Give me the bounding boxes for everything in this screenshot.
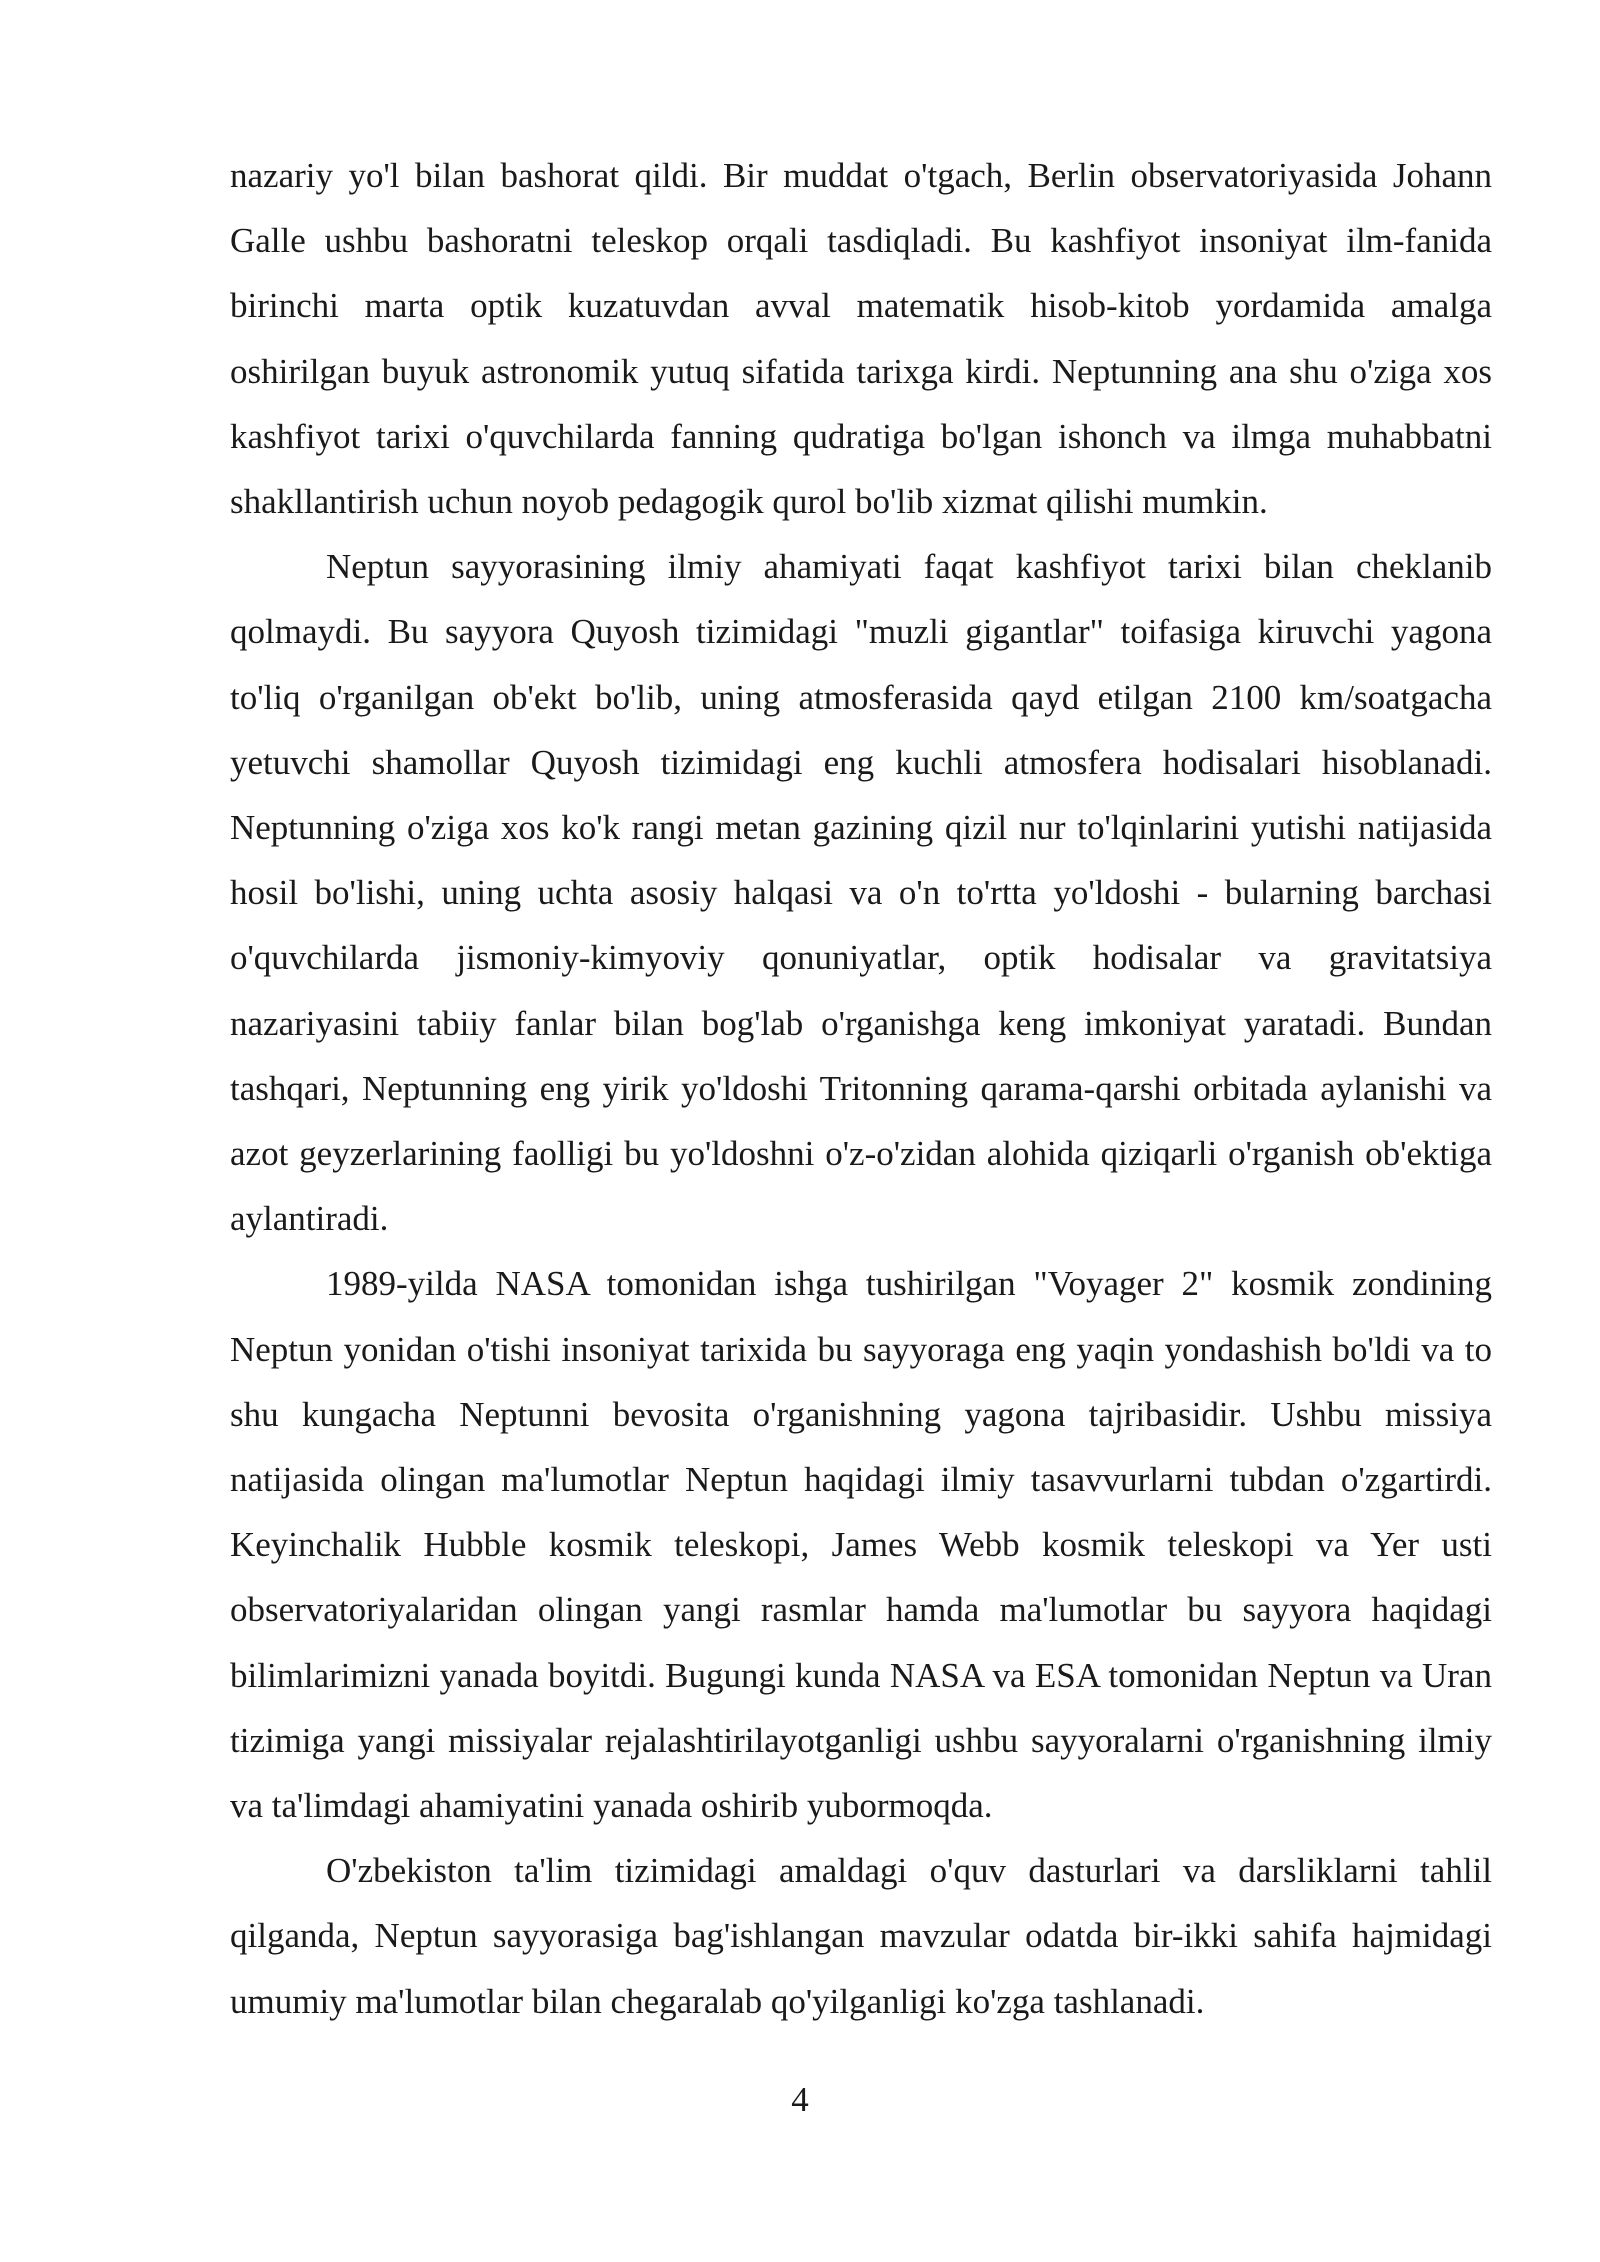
page-number: 4 (791, 2080, 809, 2119)
paragraph-4: O'zbekiston ta'lim tizimidagi amaldagi o'quv dasturlari va darsliklarni tahlil qilganda, Neptun sayyorasiga bag'ishlangan mavzular odatda bir-ikki sahifa hajmidagi umumiy ma'lumotlar bilan chegaralab qo'yilganligi ko'zga tashlanadi. (230, 1851, 1492, 2021)
paragraph-3: 1989-yilda NASA tomonidan ishga tushirilgan "Voyager 2" kosmik zondining Neptun yonidan o'tishi insoniyat tarixida bu sayyoraga eng yaqin yondashish bo'ldi va to shu kungacha Neptunni bevosita o'rganishning yagona tajribasidir. Ushbu missiya natijasida olingan ma'lumotlar Neptun haqidagi ilmiy tasavvurlarni tubdan o'zgartirdi. Keyinchalik Hubble kosmik teleskopi, James Webb kosmik teleskopi va Yer usti observatoriyalaridan olingan yangi rasmlar hamda ma'lumotlar bu sayyora haqidagi bilimlarimizni yanada boyitdi. Bugungi kunda NASA va ESA tomonidan Neptun va Uran tizimiga yangi missiyalar rejalashtirilayotganligi ushbu sayyoralarni o'rganishning ilmiy va ta'limdagi ahamiyatini yanada oshirib yubormoqda. (230, 1264, 1492, 1826)
paragraph-2: Neptun sayyorasining ilmiy ahamiyati faqat kashfiyot tarixi bilan cheklanib qolmaydi. Bu sayyora Quyosh tizimidagi "muzli gigantlar" toifasiga kiruvchi yagona to'liq o'rganilgan ob'ekt bo'lib, uning atmosferasida qayd etilgan 2100 km/soatgacha yetuvchi shamollar Quyosh tizimidagi eng kuchli atmosfera hodisalari hisoblanadi. Neptunning o'ziga xos ko'k rangi metan gazining qizil nur to'lqinlarini yutishi natijasida hosil bo'lishi, uning uchta asosiy halqasi va o'n to'rtta yo'ldoshi - bularning barchasi o'quvchilarda jismoniy-kimyoviy qonuniyatlar, optik hodisalar va gravitatsiya nazariyasini tabiiy fanlar bilan bog'lab o'rganishga keng imkoniyat yaratadi. Bundan tashqari, Neptunning eng yirik yo'ldoshi Tritonning qarama-qarshi orbitada aylanishi va azot geyzerlarining faolligi bu yo'ldoshni o'z-o'zidan alohida qiziqarli o'rganish ob'ektiga aylantiradi. (230, 547, 1492, 1239)
paragraph-1: nazariy yo'l bilan bashorat qildi. Bir muddat o'tgach, Berlin observatoriyasida Johann Galle ushbu bashoratni teleskop orqali tasdiqladi. Bu kashfiyot insoniyat ilm-fanida birinchi marta optik kuzatuvdan avval matematik hisob-kitob yordamida amalga oshirilgan buyuk astronomik yutuq sifatida tarixga kirdi. Neptunning ana shu o'ziga xos kashfiyot tarixi o'quvchilarda fanning qudratiga bo'lgan ishonch va ilmga muhabbatni shakllantirish uchun noyob pedagogik qurol bo'lib xizmat qilishi mumkin. (230, 156, 1492, 522)
body-text (230, 143, 1492, 2034)
